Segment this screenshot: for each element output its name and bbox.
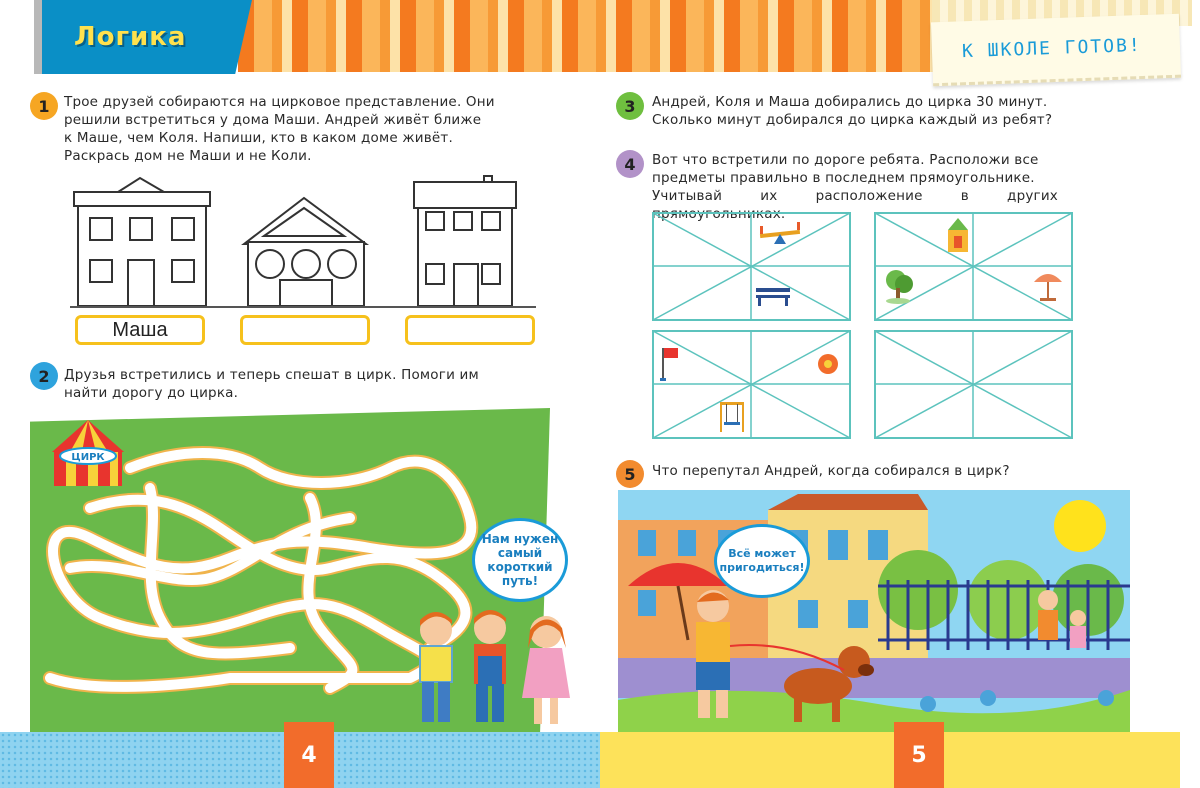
task2-line: Друзья встретились и теперь спешат в цирк. Помоги им: [64, 367, 479, 383]
bench-icon: [756, 288, 790, 306]
task1-text: [64, 93, 508, 165]
task-number-badge: 4: [616, 150, 644, 178]
speech-bubble: [714, 524, 810, 598]
circus-tent-icon: [40, 416, 136, 490]
speech-line: короткий: [487, 560, 553, 574]
task4-line: Учитывай их расположение в других прямоугольниках.: [652, 188, 1058, 222]
task4-line: предметы правильно в последнем прямоугольнике.: [652, 170, 1035, 186]
task1-line: Раскрась дом не Маши и не Коли.: [64, 148, 312, 164]
seesaw-icon: [760, 222, 800, 244]
bottom-band-right: [600, 732, 1180, 788]
speech-line: Всё может: [728, 547, 796, 560]
flag-icon: [660, 348, 678, 381]
series-label: К ШКОЛЕ ГОТОВ!: [961, 34, 1143, 63]
task3-text: [652, 93, 1070, 129]
flower-icon: [818, 354, 838, 374]
placement-rectangle-1: [652, 212, 852, 322]
task-number-badge: 3: [616, 92, 644, 120]
house-1: [74, 178, 210, 306]
task-number-badge: 5: [616, 460, 644, 488]
task-number-badge: 1: [30, 92, 58, 120]
umbrella-table-icon: [1034, 274, 1062, 301]
page-number-right: 5: [894, 722, 944, 788]
task1-line: решили встретиться у дома Маши. Андрей живёт ближе: [64, 112, 482, 128]
houses-drawing: [68, 172, 538, 308]
section-title: Логика: [74, 22, 187, 52]
page-number-left: 4: [284, 722, 334, 788]
street-scene-illustration: [618, 490, 1130, 738]
tree-icon: [886, 270, 913, 304]
speech-line: пригодиться!: [719, 561, 805, 574]
swing-icon: [720, 402, 744, 432]
task3-line: Андрей, Коля и Маша добирались до цирка 30 минут.: [652, 94, 1048, 110]
circus-sign: ЦИРК: [71, 452, 105, 463]
task5-line: Что перепутал Андрей, когда собирался в цирк?: [652, 463, 1010, 479]
speech-line: Нам нужен: [481, 532, 559, 546]
speech-line: самый: [497, 546, 543, 560]
task5-text: [652, 462, 1072, 480]
answer-box[interactable]: [240, 315, 370, 345]
children-illustration: [400, 608, 580, 738]
task1-line: Трое друзей собираются на цирковое представление. Они: [64, 94, 495, 110]
header-stripes: [238, 0, 938, 72]
speech-line: путь!: [501, 574, 539, 588]
ground-line: [70, 306, 536, 308]
house-2: [244, 198, 366, 306]
task2-line: найти дорогу до цирка.: [64, 385, 239, 401]
house-3: [414, 176, 516, 306]
task-number-badge: 2: [30, 362, 58, 390]
answer-box[interactable]: Маша: [75, 315, 205, 345]
placement-rectangle-3: [652, 330, 852, 440]
slide-tower-icon: [948, 218, 968, 252]
placement-rectangle-empty[interactable]: [874, 330, 1074, 440]
task4-line: Вот что встретили по дороге ребята. Расположи все: [652, 152, 1039, 168]
answer-box[interactable]: [405, 315, 535, 345]
placement-rectangle-2: [874, 212, 1074, 322]
street-scene: [618, 490, 1130, 738]
task3-line: Сколько минут добирался до цирка каждый из ребят?: [652, 112, 1053, 128]
task1-line: к Маше, чем Коля. Напиши, кто в каком доме живёт.: [64, 130, 453, 146]
speech-bubble: [472, 518, 568, 602]
task2-text: [64, 366, 500, 402]
